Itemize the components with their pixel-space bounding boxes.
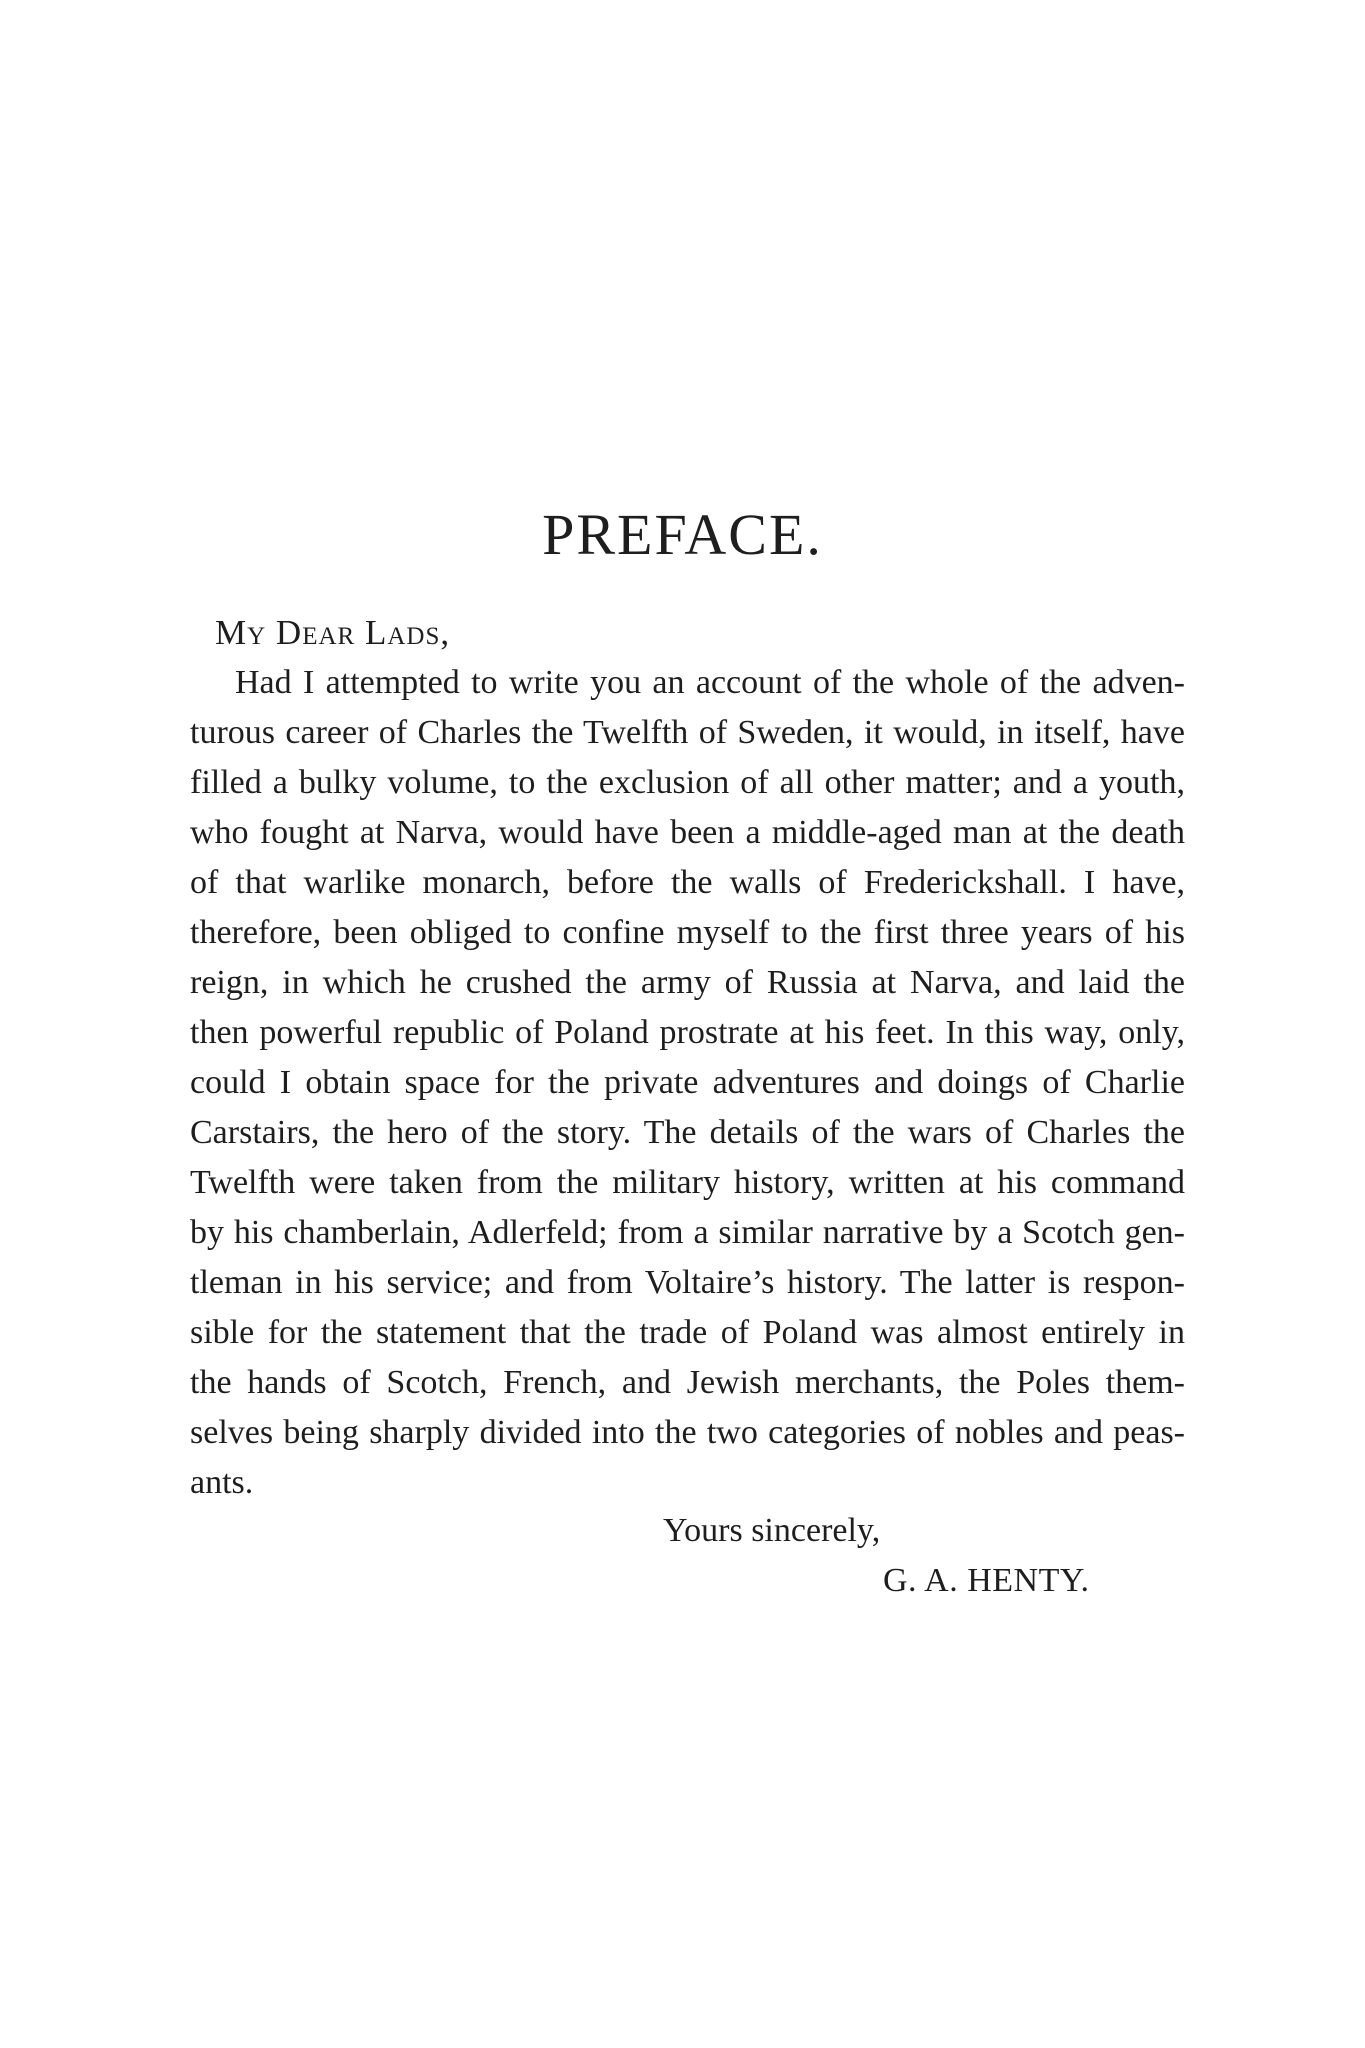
body-line: filled a bulky volume, to the exclusion of all other matter; and a youth,: [190, 764, 1185, 801]
author-signature: G. A. HENTY.: [883, 1562, 1090, 1599]
body-line: could I obtain space for the private adventures and doings of Charlie: [190, 1064, 1185, 1101]
body-line: reign, in which he crushed the army of Russia at Narva, and laid the: [190, 964, 1185, 1001]
salutation: My Dear Lads,: [215, 613, 451, 652]
body-line: Carstairs, the hero of the story. The details of the wars of Charles the: [190, 1114, 1185, 1151]
body-line: Twelfth were taken from the military history, written at his command: [190, 1164, 1185, 1201]
body-line: who fought at Narva, would have been a middle-aged man at the death: [190, 814, 1185, 851]
page-title: PREFACE.: [542, 502, 823, 567]
body-line: selves being sharply divided into the two categories of nobles and peas-: [190, 1414, 1185, 1451]
closing-line: Yours sincerely,: [663, 1512, 881, 1549]
body-line: of that warlike monarch, before the walls of Frederickshall. I have,: [190, 864, 1185, 901]
body-line: by his chamberlain, Adlerfeld; from a similar narrative by a Scotch gen-: [190, 1214, 1185, 1251]
body-line: the hands of Scotch, French, and Jewish merchants, the Poles them-: [190, 1364, 1185, 1401]
body-line: ants.: [190, 1464, 254, 1501]
preface-body: [190, 658, 1185, 1508]
body-line: then powerful republic of Poland prostrate at his feet. In this way, only,: [190, 1014, 1185, 1051]
body-line: tleman in his service; and from Voltaire’s history. The latter is respon-: [190, 1264, 1185, 1301]
body-line: sible for the statement that the trade of Poland was almost entirely in: [190, 1314, 1185, 1351]
body-line: turous career of Charles the Twelfth of Sweden, it would, in itself, have: [190, 714, 1185, 751]
body-line: Had I attempted to write you an account of the whole of the adven-: [235, 664, 1185, 701]
body-line: therefore, been obliged to confine myself to the first three years of his: [190, 914, 1185, 951]
